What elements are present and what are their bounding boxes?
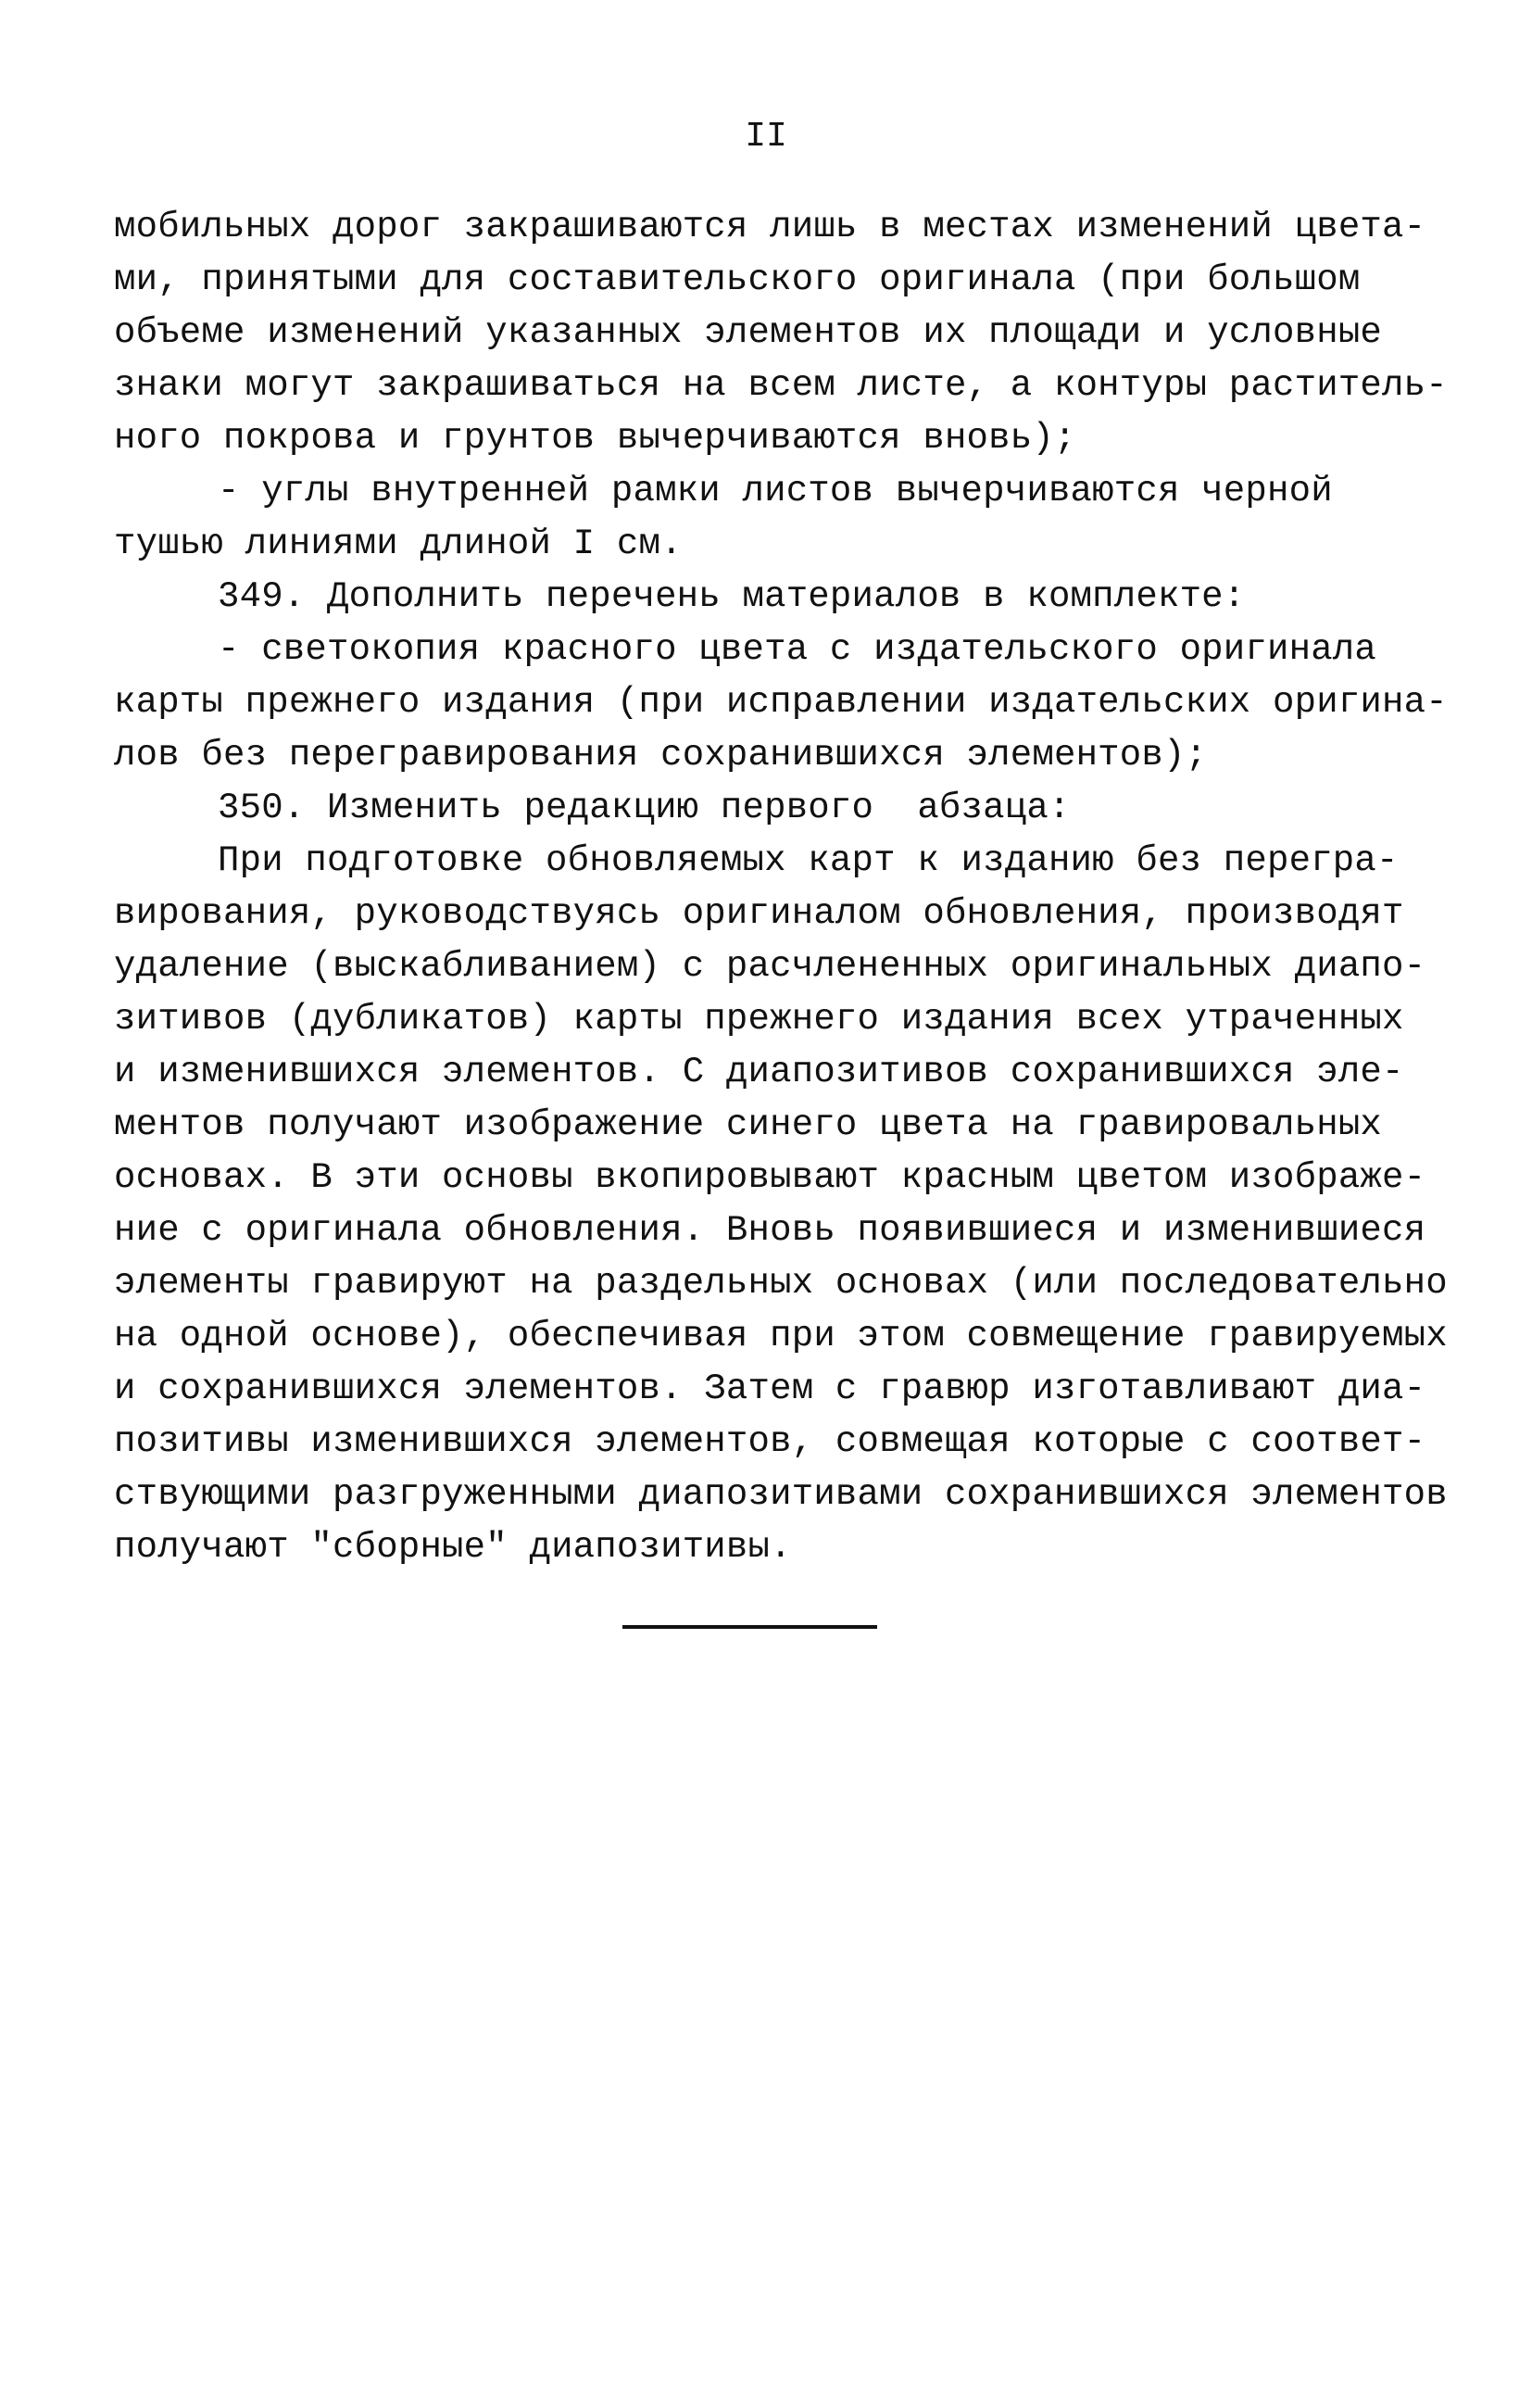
text-line: позитивы изменившихся элементов, совмещая которые с соответ- [114, 1421, 1426, 1462]
text-line: ние с оригинала обновления. Вновь появившиеся и изменившиеся [114, 1210, 1426, 1251]
text-line: на одной основе), обеспечивая при этом совмещение гравируемых [114, 1316, 1448, 1356]
document-body [114, 201, 1448, 1574]
text-line: объеме изменений указанных элементов их площади и условные [114, 312, 1383, 353]
text-line: - углы внутренней рамки листов вычерчиваются черной [218, 471, 1333, 511]
text-line: 350. Изменить редакцию первого абзаца: [218, 788, 1071, 828]
text-line: 349. Дополнить перечень материалов в комплекте: [218, 576, 1246, 617]
text-line: вирования, руководствуясь оригиналом обновления, производят [114, 893, 1404, 934]
text-line: удаление (выскабливанием) с расчлененных оригинальных диапо- [114, 946, 1426, 987]
paragraph-frame-corners [114, 465, 1429, 571]
text-line: ствующими разгруженными диапозитивами сохранившихся элементов [114, 1474, 1448, 1515]
text-line: тушью линиями длиной I см. [114, 523, 683, 564]
text-line: ми, принятыми для составительского оригинала (при большом [114, 259, 1361, 300]
paragraph-light-copy [114, 624, 1448, 782]
text-line: зитивов (дубликатов) карты прежнего издания всех утраченных [114, 999, 1404, 1040]
text-line: карты прежнего издания (при исправлении издательских оригина- [114, 682, 1448, 723]
paragraph-item-350 [114, 782, 1429, 835]
text-line: элементы гравируют на раздельных основах (или последовательно [114, 1263, 1448, 1304]
text-line: и изменившихся элементов. С диапозитивов сохранившихся эле- [114, 1052, 1404, 1092]
text-line: основах. В эти основы вкопировывают красным цветом изображе- [114, 1157, 1426, 1198]
closing-rule [622, 1625, 877, 1629]
paragraph-item-349 [114, 571, 1429, 624]
text-line: - светокопия красного цвета с издательского оригинала [218, 629, 1377, 670]
text-line: получают "сборные" диапозитивы. [114, 1527, 792, 1568]
text-line: ментов получают изображение синего цвета на гравировальных [114, 1104, 1383, 1145]
text-line: лов без перегравирования сохранившихся элементов); [114, 735, 1208, 775]
paragraph-preparation [114, 835, 1448, 1574]
page-number: II [745, 117, 787, 157]
text-line: знаки могут закрашиваться на всем листе, а контуры раститель- [114, 365, 1448, 406]
text-line: При подготовке обновляемых карт к изданию без перегра- [218, 840, 1399, 881]
text-line: мобильных дорог закрашиваются лишь в местах изменений цвета- [114, 207, 1426, 247]
paragraph-continuation [114, 201, 1448, 465]
text-line: ного покрова и грунтов вычерчиваются вновь); [114, 418, 1076, 459]
text-line: и сохранившихся элементов. Затем с гравюр изготавливают диа- [114, 1368, 1426, 1409]
